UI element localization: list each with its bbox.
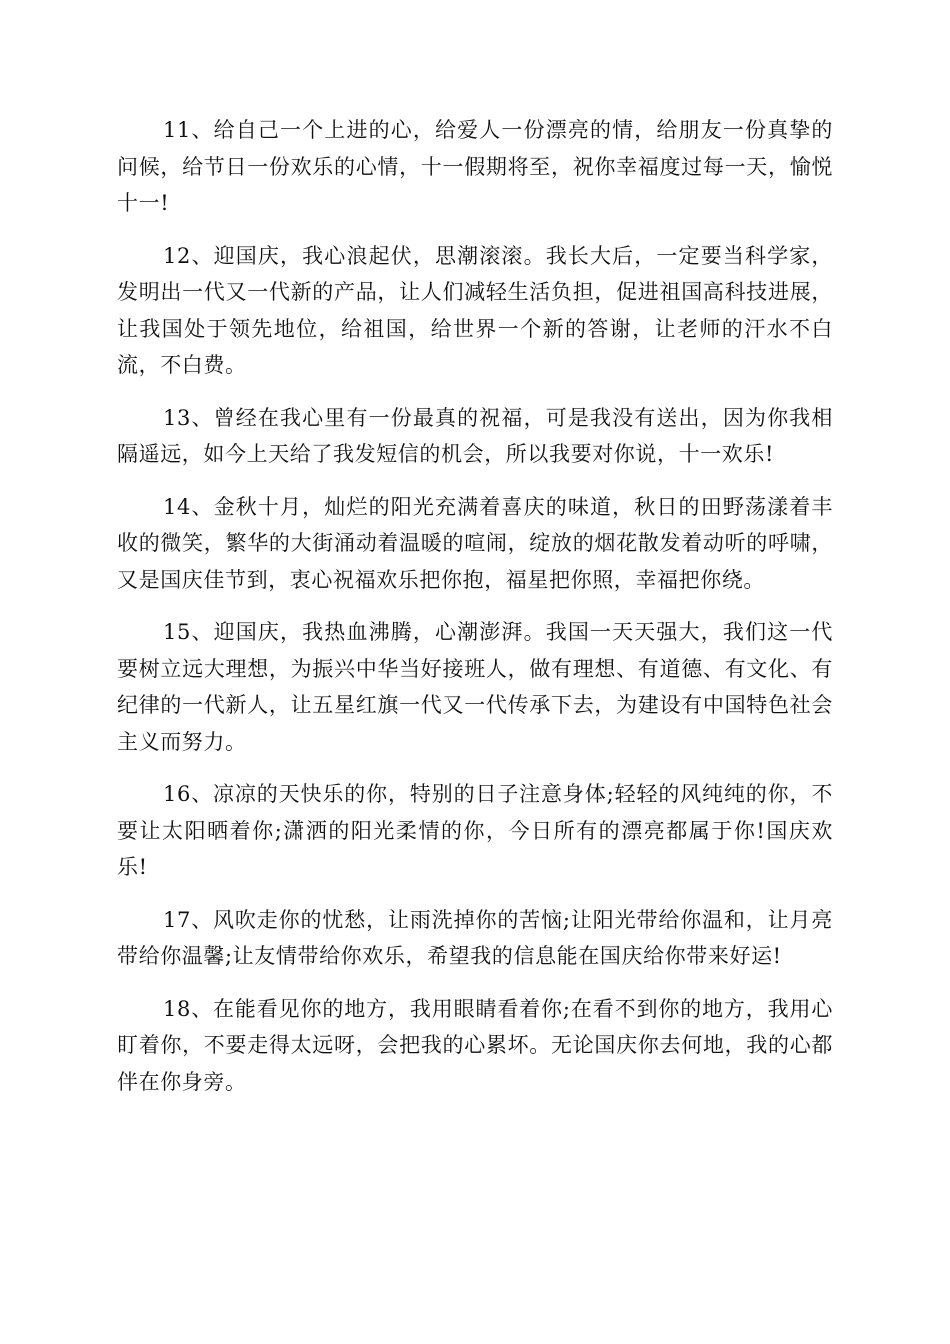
paragraph-16: 16、凉凉的天快乐的你，特别的日子注意身体;轻轻的风纯纯的你，不要让太阳晒着你;潇洒的阳光柔情的你，今日所有的漂亮都属于你!国庆欢乐! bbox=[117, 782, 833, 879]
paragraph-12: 12、迎国庆，我心浪起伏，思潮滚滚。我长大后，一定要当科学家，发明出一代又一代新的产品，让人们减轻生活负担，促进祖国高科技进展，让我国处于领先地位，给祖国，给世界一个新的答谢，让老师的汗水不白流，不白费。 bbox=[117, 243, 833, 377]
paragraph-18: 18、在能看见你的地方，我用眼睛看着你;在看不到你的地方，我用心盯着你，不要走得太远呀，会把我的心累坏。无论国庆你去何地，我的心都伴在你身旁。 bbox=[117, 996, 833, 1094]
paragraph-14: 14、金秋十月，灿烂的阳光充满着喜庆的味道，秋日的田野荡漾着丰收的微笑，繁华的大街涌动着温暖的喧闹，绽放的烟花散发着动听的呼啸，又是国庆佳节到，衷心祝福欢乐把你抱，福星把你照，幸福把你绕。 bbox=[117, 494, 833, 592]
paragraph-15: 15、迎国庆，我热血沸腾，心潮澎湃。我国一天天强大，我们这一代要树立远大理想，为振兴中华当好接班人，做有理想、有道德、有文化、有纪律的一代新人，让五星红旗一代又一代传承下去，为建设有中国特色社会主义而努力。 bbox=[117, 620, 833, 754]
document-body bbox=[117, 112, 833, 1116]
paragraph-13: 13、曾经在我心里有一份最真的祝福，可是我没有送出，因为你我相隔遥远，如今上天给了我发短信的机会，所以我要对你说，十一欢乐! bbox=[117, 405, 833, 466]
paragraph-17: 17、风吹走你的忧愁，让雨洗掉你的苦恼;让阳光带给你温和，让月亮带给你温馨;让友情带给你欢乐，希望我的信息能在国庆给你带来好运! bbox=[117, 907, 833, 968]
paragraph-11: 11、给自己一个上进的心，给爱人一份漂亮的情，给朋友一份真挚的问候，给节日一份欢乐的心情，十一假期将至，祝你幸福度过每一天，愉悦十一! bbox=[117, 118, 833, 215]
